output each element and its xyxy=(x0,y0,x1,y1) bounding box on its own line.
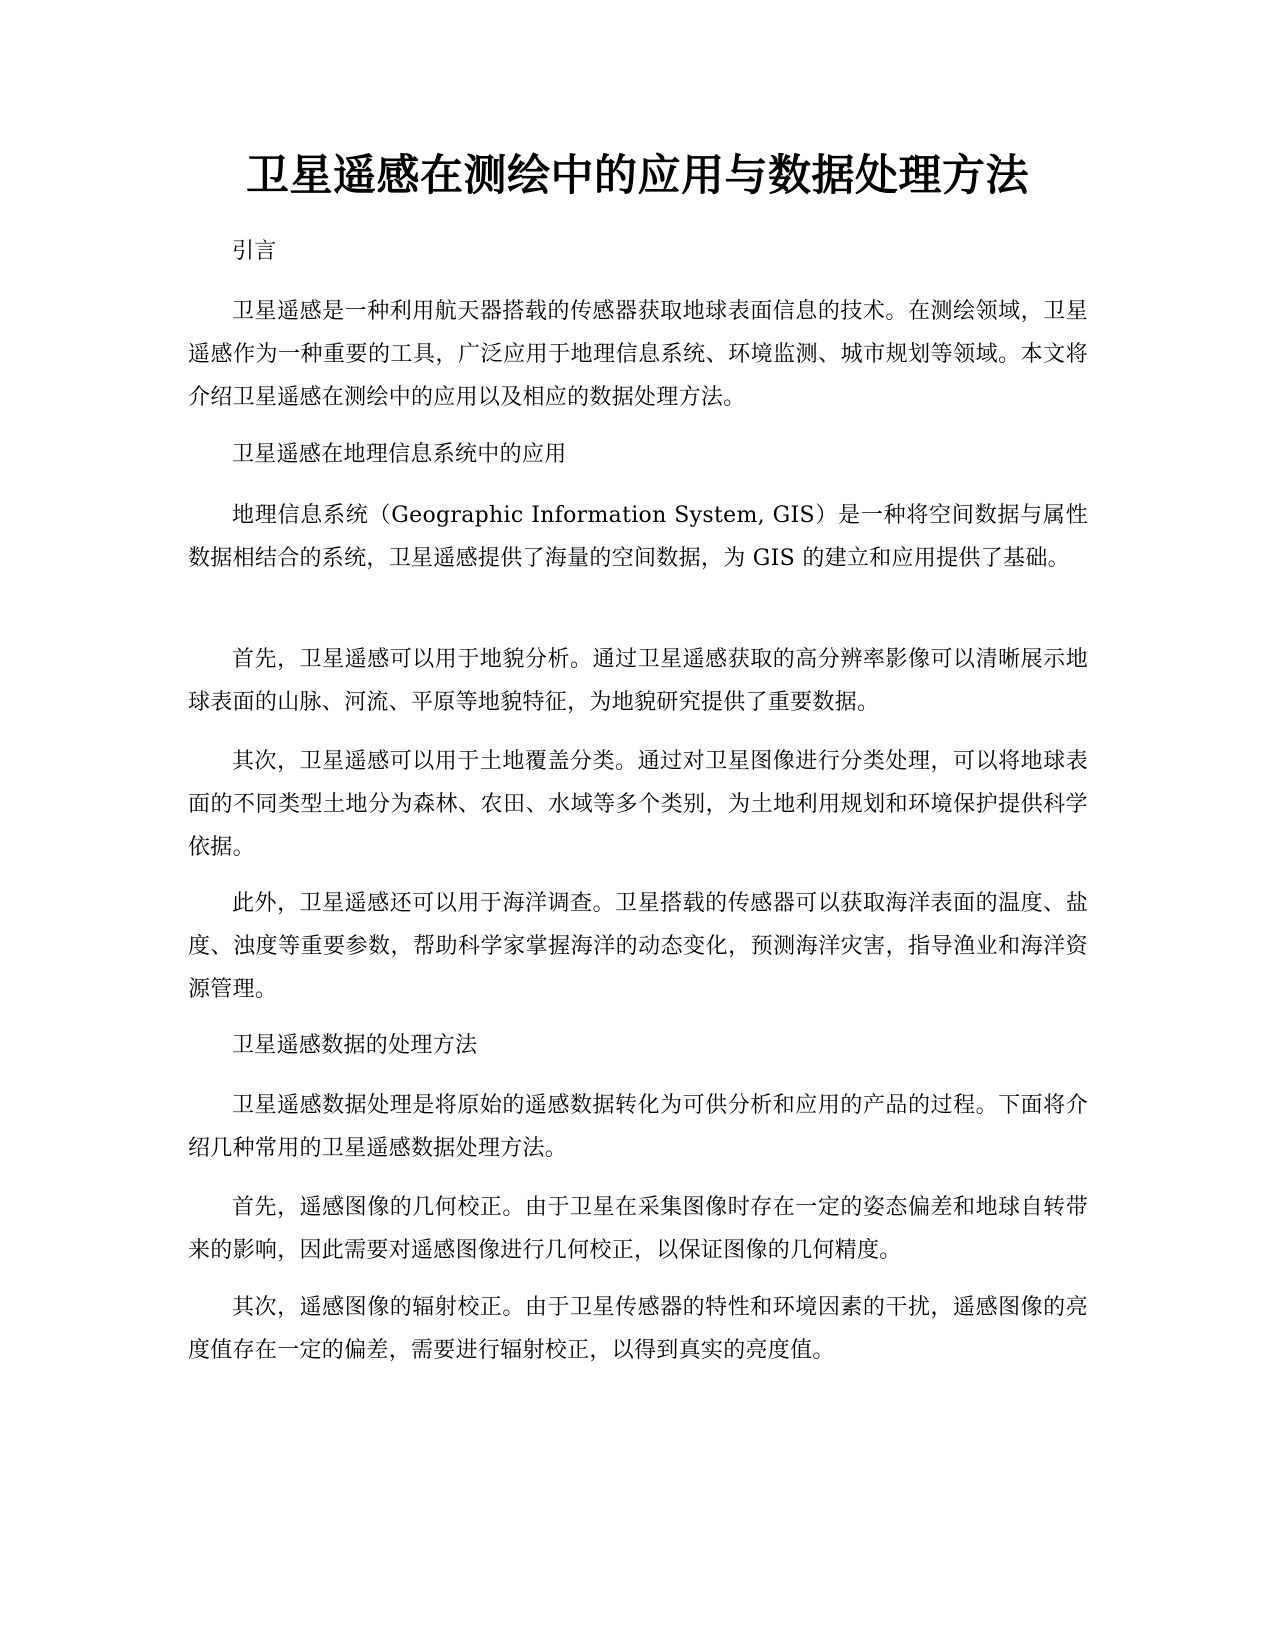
section-heading-gis: 卫星遥感在地理信息系统中的应用 xyxy=(232,442,567,467)
paragraph-geometric-correction: 首先，遥感图像的几何校正。由于卫星在采集图像时存在一定的姿态偏差和地球自转带来的影响，因此需要对遥感图像进行几何校正，以保证图像的几何精度。 xyxy=(188,1195,1088,1263)
section-heading-intro: 引言 xyxy=(232,239,277,264)
paragraph-land-cover: 其次，卫星遥感可以用于土地覆盖分类。通过对卫星图像进行分类处理，可以将地球表面的不同类型土地分为森林、农田、水域等多个类别，为土地利用规划和环境保护提供科学依据。 xyxy=(188,749,1088,860)
section-heading-processing: 卫星遥感数据的处理方法 xyxy=(232,1033,478,1058)
paragraph-landform: 首先，卫星遥感可以用于地貌分析。通过卫星遥感获取的高分辨率影像可以清晰展示地球表面的山脉、河流、平原等地貌特征，为地貌研究提供了重要数据。 xyxy=(188,647,1088,715)
paragraph-intro: 卫星遥感是一种利用航天器搭载的传感器获取地球表面信息的技术。在测绘领域，卫星遥感作为一种重要的工具，广泛应用于地理信息系统、环境监测、城市规划等领域。本文将介绍卫星遥感在测绘中的应用以及相应的数据处理方法。 xyxy=(188,299,1088,410)
paragraph-processing-intro: 卫星遥感数据处理是将原始的遥感数据转化为可供分析和应用的产品的过程。下面将介绍几种常用的卫星遥感数据处理方法。 xyxy=(188,1093,1088,1161)
paragraph-radiometric-correction: 其次，遥感图像的辐射校正。由于卫星传感器的特性和环境因素的干扰，遥感图像的亮度值存在一定的偏差，需要进行辐射校正，以得到真实的亮度值。 xyxy=(188,1295,1088,1363)
paragraph-ocean: 此外，卫星遥感还可以用于海洋调查。卫星搭载的传感器可以获取海洋表面的温度、盐度、浊度等重要参数，帮助科学家掌握海洋的动态变化，预测海洋灾害，指导渔业和海洋资源管理。 xyxy=(188,891,1088,1002)
paragraph-gis-definition: 地理信息系统（Geographic Information System, GIS）是一种将空间数据与属性数据相结合的系统，卫星遥感提供了海量的空间数据，为 GIS 的建立和应用提供了基础。 xyxy=(188,503,1088,571)
document-title: 卫星遥感在测绘中的应用与数据处理方法 xyxy=(246,151,1029,201)
